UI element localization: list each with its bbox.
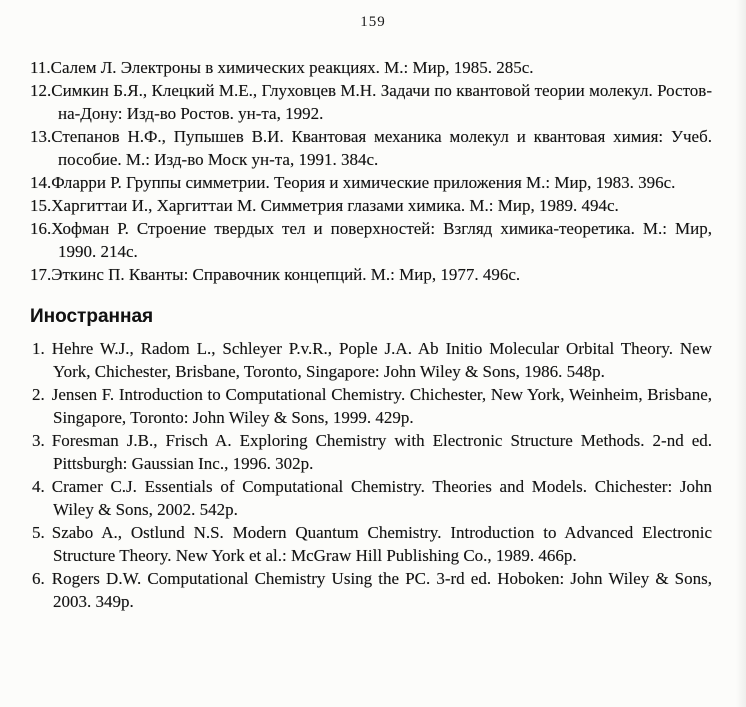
reference-number: 13.: [30, 127, 52, 146]
reference-item: [30, 79, 712, 125]
reference-text: Hehre W.J., Radom L., Schleyer P.v.R., Pople J.A. Ab Initio Molecular Orbital Theory. New York, Chichester, Brisbane, Toronto, Singapore: John Wiley & Sons, 1986. 548p.: [51, 339, 712, 381]
reference-item: [32, 337, 712, 383]
foreign-reference-list: [32, 337, 712, 613]
reference-item: [32, 567, 712, 613]
russian-reference-list: [30, 56, 712, 286]
reference-number: 11.: [30, 58, 51, 77]
section-heading-foreign: Иностранная: [30, 306, 154, 327]
reference-number: 4.: [32, 477, 45, 496]
reference-number: 3.: [32, 431, 45, 450]
reference-item: [32, 521, 712, 567]
reference-text: Симкин Б.Я., Клецкий М.Е., Глуховцев М.Н. Задачи по квантовой теории молекул. Ростов-на-Дону: Изд-во Ростов. ун-та, 1992.: [51, 81, 712, 123]
reference-text: Szabo A., Ostlund N.S. Modern Quantum Chemistry. Introduction to Advanced Electronic Structure Theory. New York et al.: McGraw Hill Publishing Co., 1989. 466p.: [51, 523, 712, 565]
reference-number: 14.: [30, 173, 52, 192]
reference-item: [30, 217, 712, 263]
reference-item: [30, 263, 712, 286]
reference-text: Степанов Н.Ф., Пупышев В.И. Квантовая механика молекул и квантовая химия: Учеб. пособие. М.: Изд-во Моск ун-та, 1991. 384с.: [51, 127, 712, 169]
reference-text: Хофман Р. Строение твердых тел и поверхностей: Взгляд химика-теоретика. М.: Мир, 1990. 214с.: [51, 219, 712, 261]
reference-number: 6.: [32, 569, 45, 588]
reference-text: Эткинс П. Кванты: Справочник концепций. М.: Мир, 1977. 496с.: [51, 265, 521, 284]
scan-edge-artifact: [736, 0, 746, 707]
reference-text: Харгиттаи И., Харгиттаи М. Симметрия глазами химика. М.: Мир, 1989. 494с.: [51, 196, 619, 215]
reference-text: Cramer C.J. Essentials of Computational Chemistry. Theories and Models. Chichester: John Wiley & Sons, 2002. 542p.: [51, 477, 712, 519]
reference-number: 5.: [32, 523, 45, 542]
reference-number: 12.: [30, 81, 52, 100]
reference-item: [32, 475, 712, 521]
reference-text: Фларри Р. Группы симметрии. Теория и химические приложения М.: Мир, 1983. 396с.: [51, 173, 676, 192]
page-number: 159: [360, 14, 386, 30]
reference-item: [30, 194, 712, 217]
reference-item: [32, 429, 712, 475]
reference-text: Jensen F. Introduction to Computational Chemistry. Chichester, New York, Weinheim, Brisbane, Singapore, Toronto: John Wiley & Sons, 1999. 429p.: [51, 385, 712, 427]
reference-item: [30, 56, 712, 79]
reference-text: Салем Л. Электроны в химических реакциях. М.: Мир, 1985. 285с.: [50, 58, 534, 77]
reference-item: [32, 383, 712, 429]
reference-number: 16.: [30, 219, 52, 238]
reference-number: 2.: [32, 385, 45, 404]
reference-number: 17.: [30, 265, 52, 284]
reference-text: Foresman J.B., Frisch A. Exploring Chemistry with Electronic Structure Methods. 2-nd ed. Pittsburgh: Gaussian Inc., 1996. 302p.: [51, 431, 712, 473]
reference-item: [30, 125, 712, 171]
reference-number: 1.: [32, 339, 45, 358]
reference-text: Rogers D.W. Computational Chemistry Using the PC. 3-rd ed. Hoboken: John Wiley & Sons, 2003. 349p.: [51, 569, 712, 611]
reference-item: [30, 171, 712, 194]
reference-number: 15.: [30, 196, 52, 215]
